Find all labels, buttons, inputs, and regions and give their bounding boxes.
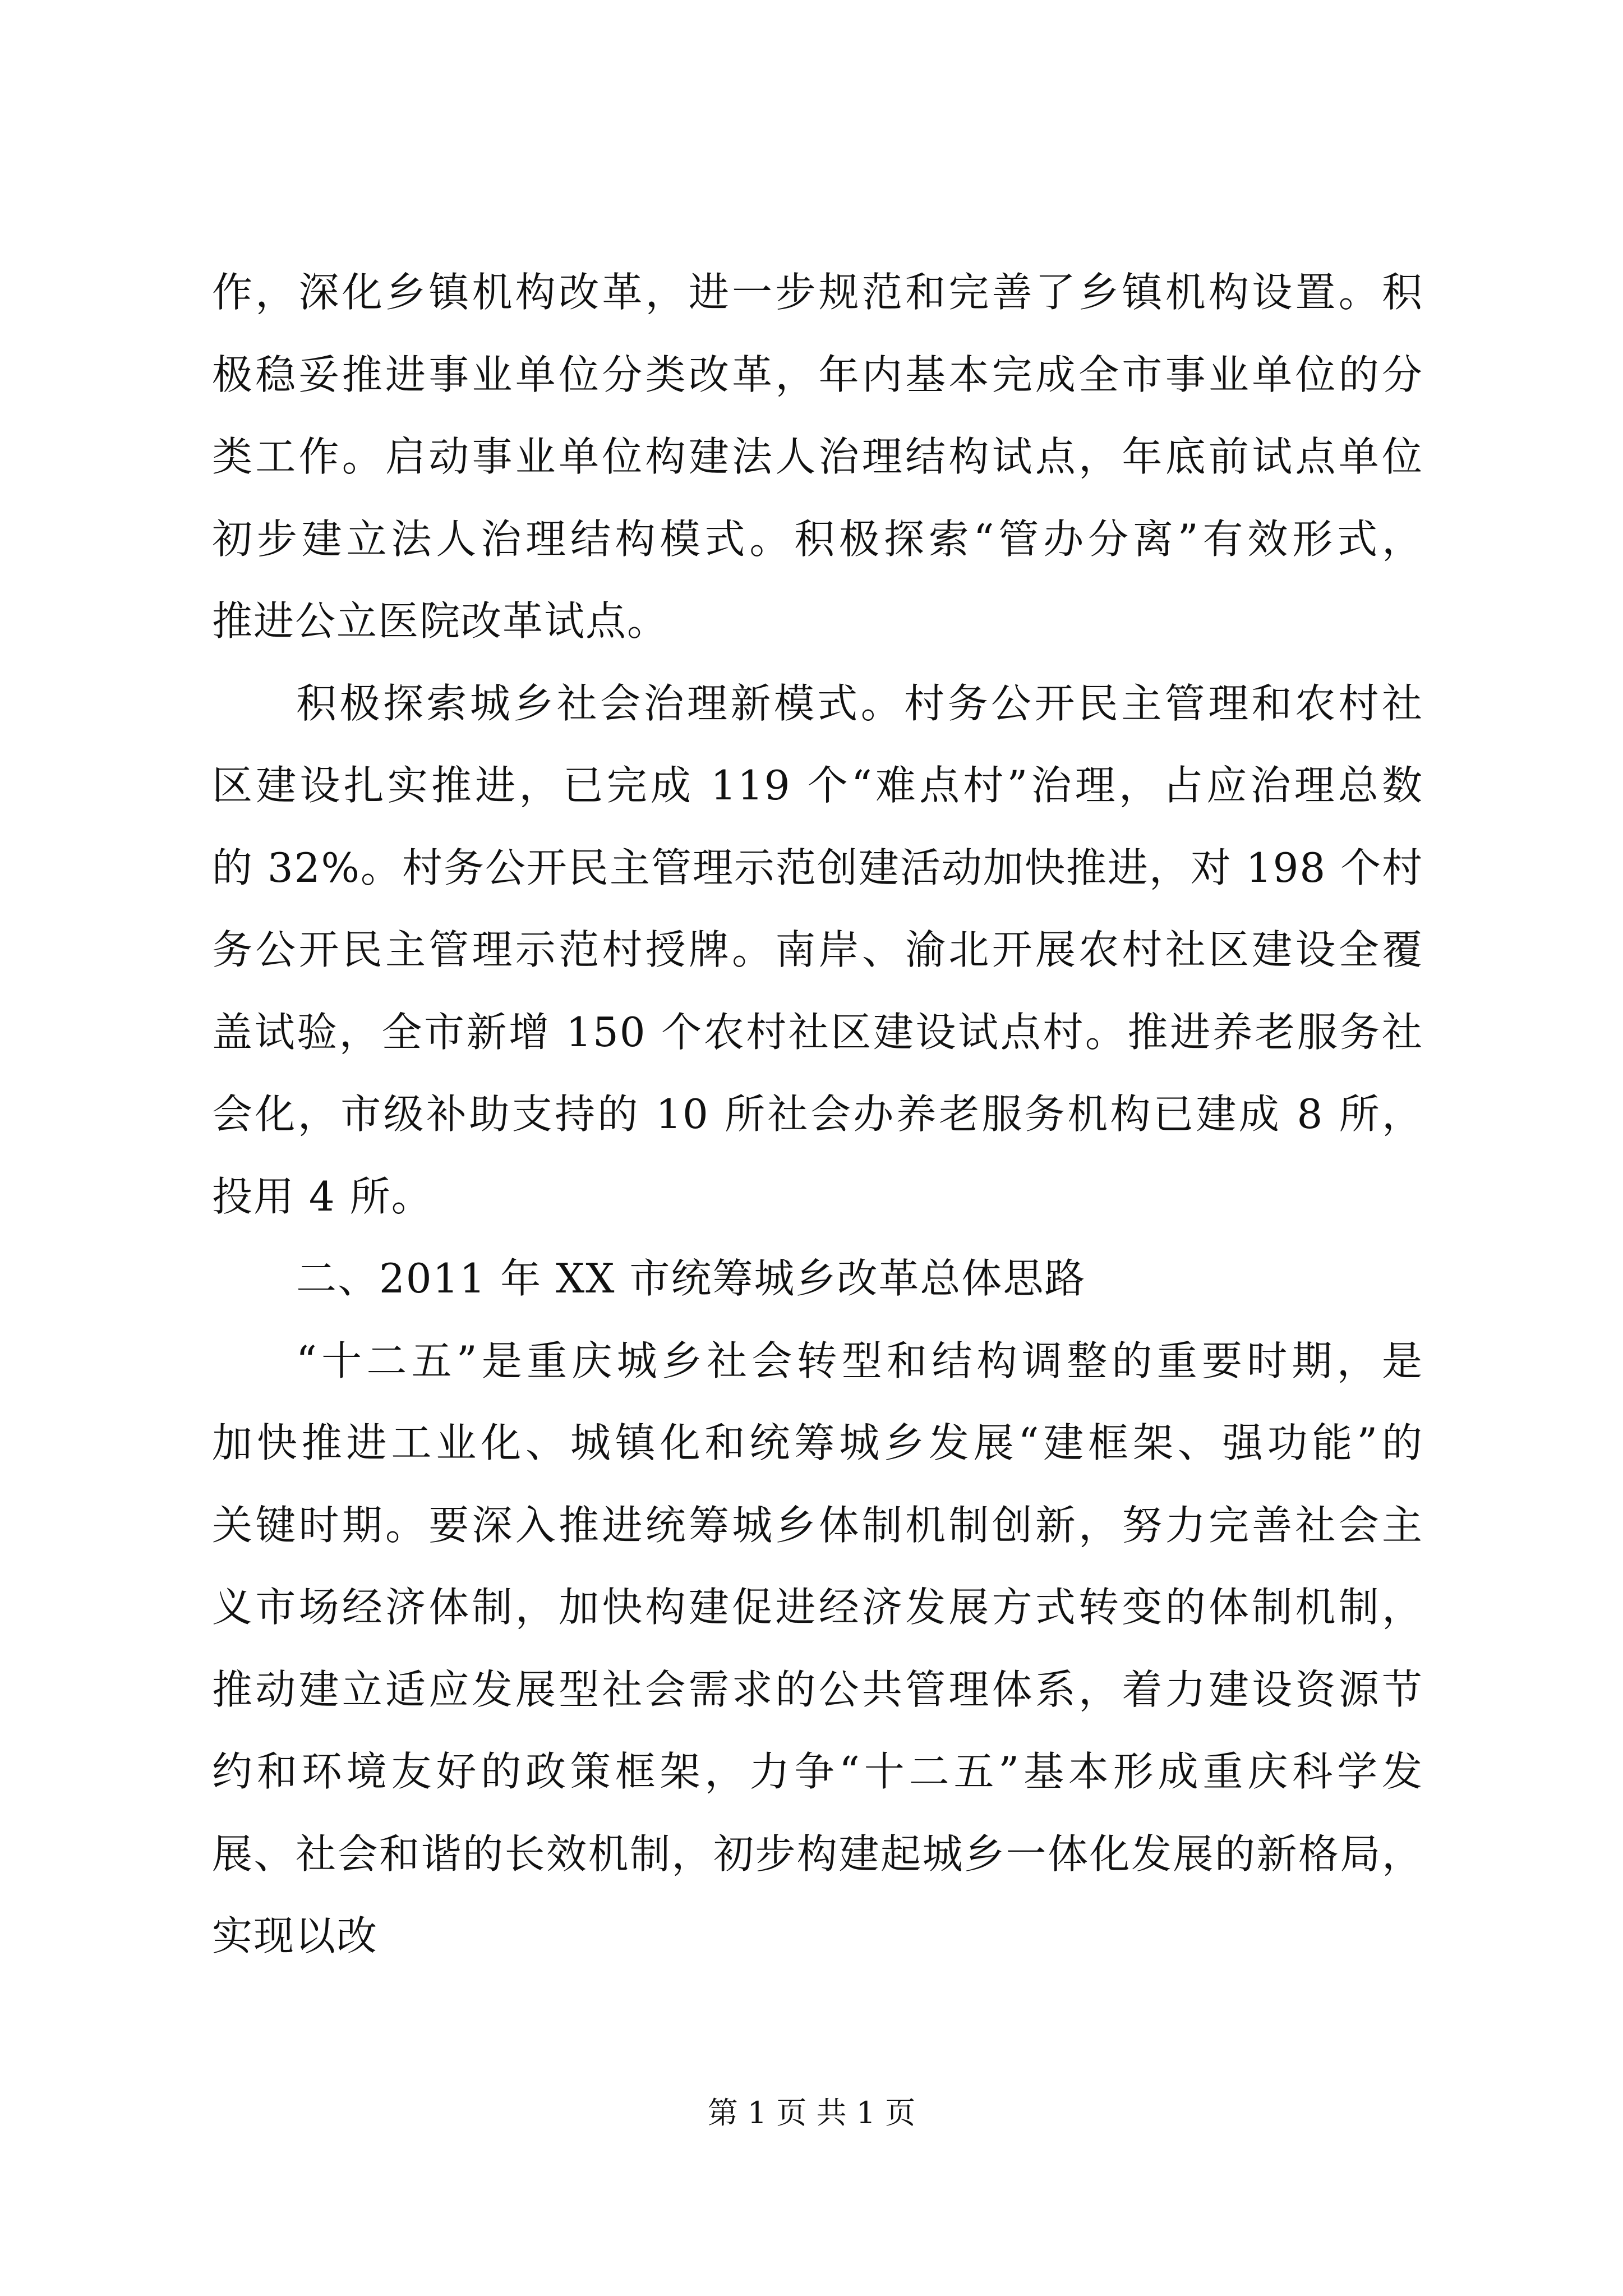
- text-line: 义市场经济体制，加快构建促进经济发展方式转变的体制机制，: [212, 1584, 1423, 1631]
- text-line: 推动建立适应发展型社会需求的公共管理体系，着力建设资源节: [212, 1665, 1423, 1713]
- page-footer: 第 1 页 共 1 页: [707, 2095, 916, 2131]
- text-line: 实现以改: [212, 1912, 379, 1959]
- body-text: [212, 251, 1423, 1977]
- text-line: 区建设扎实推进，已完成 119 个“难点村”治理，占应治理总数: [212, 762, 1423, 809]
- text-line: 类工作。启动事业单位构建法人治理结构试点，年底前试点单位: [212, 433, 1423, 480]
- text-line: 关键时期。要深入推进统筹城乡体制机制创新，努力完善社会主: [212, 1501, 1423, 1549]
- paragraph-first-line: “十二五”是重庆城乡社会转型和结构调整的重要时期，是: [296, 1337, 1423, 1384]
- text-line: 投用 4 所。: [212, 1172, 433, 1220]
- text-line: 约和环境友好的政策框架，力争“十二五”基本形成重庆科学发: [212, 1748, 1423, 1795]
- text-line: 加快推进工业化、城镇化和统筹城乡发展“建框架、强功能”的: [212, 1419, 1423, 1466]
- text-line: 极稳妥推进事业单位分类改革，年内基本完成全市事业单位的分: [212, 351, 1423, 398]
- text-line: 盖试验，全市新增 150 个农村社区建设试点村。推进养老服务社: [212, 1008, 1423, 1056]
- text-line: 的 32%。村务公开民主管理示范创建活动加快推进，对 198 个村: [212, 844, 1424, 891]
- paragraph-first-line: 积极探索城乡社会治理新模式。村务公开民主管理和农村社: [296, 679, 1423, 727]
- text-line: 作，深化乡镇机构改革，进一步规范和完善了乡镇机构设置。积: [212, 269, 1423, 316]
- text-line: 务公开民主管理示范村授牌。南岸、渝北开展农村社区建设全覆: [212, 926, 1423, 973]
- text-line: 展、社会和谐的长效机制，初步构建起城乡一体化发展的新格局，: [212, 1830, 1423, 1878]
- text-line: 推进公立医院改革试点。: [212, 597, 669, 645]
- text-line: 会化，市级补助支持的 10 所社会办养老服务机构已建成 8 所，: [212, 1091, 1423, 1138]
- text-line: 初步建立法人治理结构模式。积极探索“管办分离”有效形式，: [212, 515, 1423, 563]
- section-heading: 二、2011 年 XX 市统筹城乡改革总体思路: [296, 1255, 1086, 1302]
